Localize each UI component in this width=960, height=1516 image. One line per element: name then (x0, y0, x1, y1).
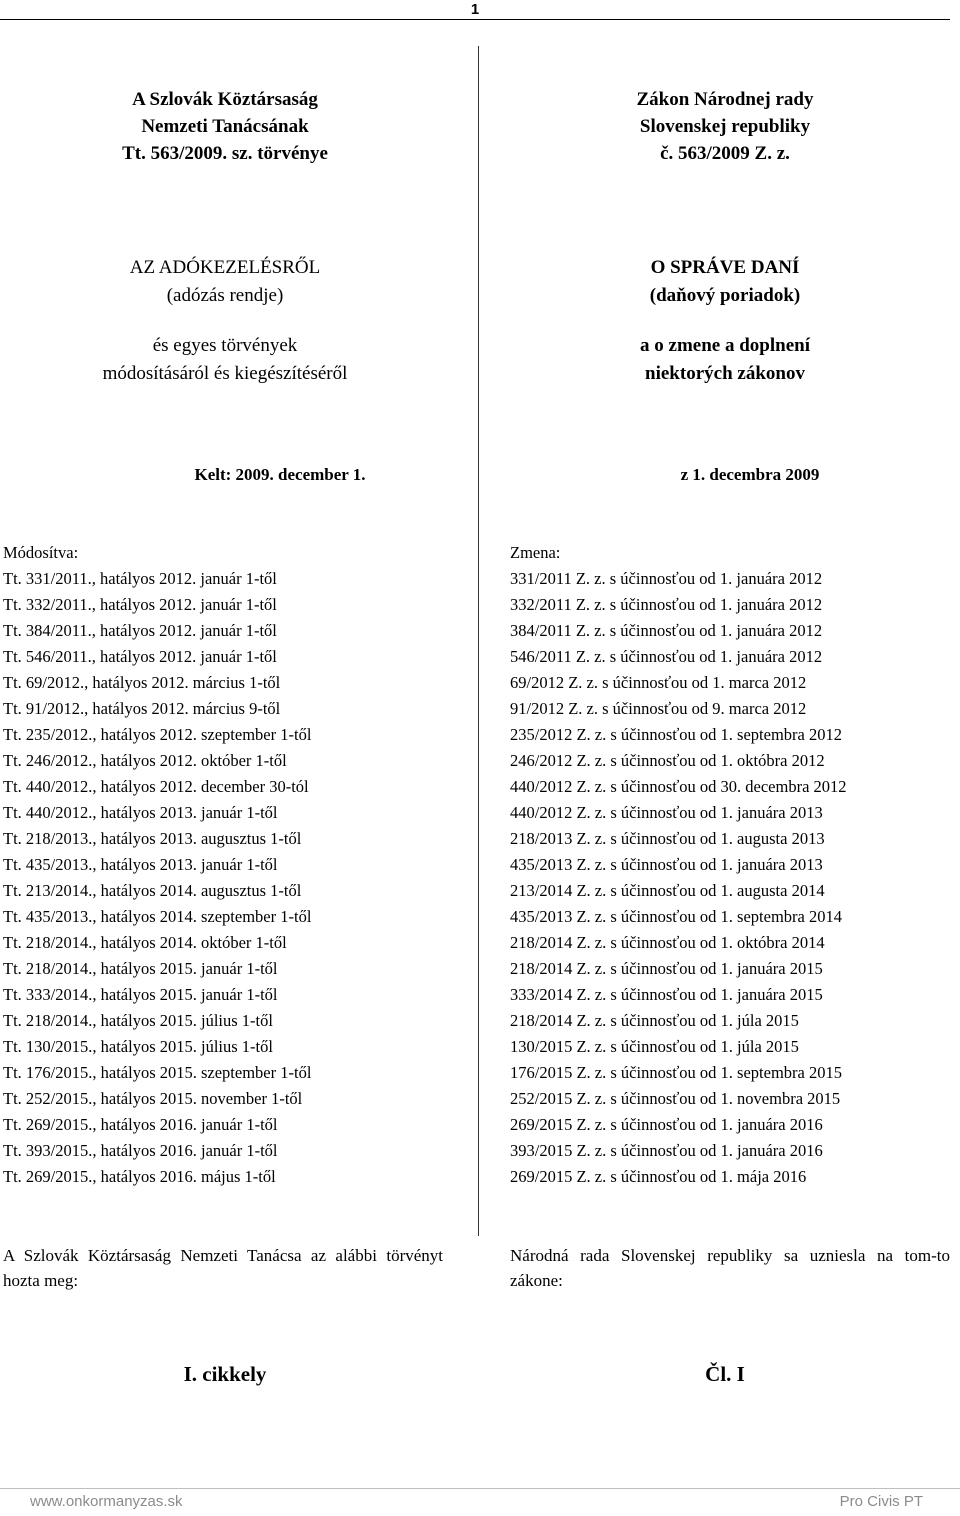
right-amendment-item: 218/2013 Z. z. s účinnosťou od 1. augusta 2013 (510, 829, 825, 848)
left-amendment-item: Tt. 213/2014., hatályos 2014. augusztus 1-től (3, 881, 302, 900)
right-amendment-item: 435/2013 Z. z. s účinnosťou od 1. januára 2013 (510, 855, 823, 874)
right-amendment-item: 235/2012 Z. z. s účinnosťou od 1. septembra 2012 (510, 725, 842, 744)
left-article-heading: I. cikkely (183, 1362, 267, 1386)
right-amendment-item: 393/2015 Z. z. s účinnosťou od 1. januára 2016 (510, 1141, 823, 1160)
left-amendment-item: Tt. 130/2015., hatályos 2015. július 1-től (3, 1037, 273, 1056)
right-amendment-item: 252/2015 Z. z. s účinnosťou od 1. novembra 2015 (510, 1089, 841, 1108)
right-amendment-item: 218/2014 Z. z. s účinnosťou od 1. januára 2015 (510, 959, 823, 978)
left-law-title (0, 254, 450, 310)
left-amendment-item: Tt. 546/2011., hatályos 2012. január 1-től (3, 647, 277, 666)
right-amendment-item: 176/2015 Z. z. s účinnosťou od 1. septembra 2015 (510, 1063, 842, 1082)
right-amendment-item: 440/2012 Z. z. s účinnosťou od 1. januára 2013 (510, 803, 823, 822)
left-law-header (0, 86, 450, 167)
right-amendment-item: 269/2015 Z. z. s účinnosťou od 1. januára 2016 (510, 1115, 823, 1134)
page-number: 1 (0, 0, 950, 20)
right-header-line-2: Slovenskej republiky (639, 116, 811, 137)
left-amendment-item: Tt. 440/2012., hatályos 2012. december 30-tól (3, 777, 309, 796)
right-amendments-list (510, 540, 847, 1190)
left-header-line-2: Nemzeti Tanácsának (141, 116, 309, 137)
right-law-header (490, 86, 960, 167)
left-amendment-item: Tt. 218/2014., hatályos 2015. július 1-től (3, 1011, 273, 1030)
right-amendment-item: 546/2011 Z. z. s účinnosťou od 1. januára 2012 (510, 647, 823, 666)
left-amendment-item: Tt. 331/2011., hatályos 2012. január 1-től (3, 569, 277, 588)
right-amendment-item: 333/2014 Z. z. s účinnosťou od 1. januára 2015 (510, 985, 823, 1004)
footer-website-link[interactable]: www.onkormanyzas.sk (30, 1493, 183, 1510)
right-amendment-item: 246/2012 Z. z. s účinnosťou od 1. októbra 2012 (510, 751, 825, 770)
left-amendment-item: Tt. 246/2012., hatályos 2012. október 1-től (3, 751, 287, 770)
right-header-line-3: č. 563/2009 Z. z. (660, 143, 790, 164)
left-amend-label: Módosítva: (3, 543, 79, 562)
left-amendment-item: Tt. 235/2012., hatályos 2012. szeptember 1-től (3, 725, 312, 744)
left-amendment-item: Tt. 69/2012., hatályos 2012. március 1-től (3, 673, 281, 692)
right-amendment-item: 269/2015 Z. z. s účinnosťou od 1. mája 2016 (510, 1167, 807, 1186)
right-amendment-item: 435/2013 Z. z. s účinnosťou od 1. septembra 2014 (510, 907, 842, 926)
right-amendment-item: 130/2015 Z. z. s účinnosťou od 1. júla 2015 (510, 1037, 799, 1056)
right-amendment-item: 384/2011 Z. z. s účinnosťou od 1. januára 2012 (510, 621, 823, 640)
right-amendment-item: 440/2012 Z. z. s účinnosťou od 30. decembra 2012 (510, 777, 847, 796)
left-law-subtitle (0, 332, 450, 388)
right-amendment-item: 213/2014 Z. z. s účinnosťou od 1. augusta 2014 (510, 881, 825, 900)
footer-publisher: Pro Civis PT (839, 1493, 923, 1510)
left-header-line-3: Tt. 563/2009. sz. törvénye (122, 143, 328, 164)
right-amendment-item: 218/2014 Z. z. s účinnosťou od 1. októbra 2014 (510, 933, 825, 952)
left-amendment-item: Tt. 332/2011., hatályos 2012. január 1-től (3, 595, 277, 614)
right-enactment-clause: Národná rada Slovenskej republiky sa uzniesla na tom-to zákone: (510, 1246, 950, 1290)
left-title-line-1: AZ ADÓKEZELÉSRŐL (129, 257, 321, 278)
left-amendment-item: Tt. 252/2015., hatályos 2015. november 1-től (3, 1089, 303, 1108)
left-subtitle-line-2: módosításáról és kiegészítéséről (102, 363, 348, 384)
right-law-subtitle (490, 332, 960, 388)
left-amendment-item: Tt. 393/2015., hatályos 2016. január 1-től (3, 1141, 278, 1160)
column-divider (478, 46, 479, 1236)
left-amendment-item: Tt. 91/2012., hatályos 2012. március 9-től (3, 699, 281, 718)
left-amendment-item: Tt. 384/2011., hatályos 2012. január 1-től (3, 621, 277, 640)
right-title-line-2: (daňový poriadok) (649, 285, 801, 306)
left-amendment-item: Tt. 435/2013., hatályos 2014. szeptember 1-től (3, 907, 312, 926)
right-amendment-item: 332/2011 Z. z. s účinnosťou od 1. januára 2012 (510, 595, 823, 614)
left-amendment-item: Tt. 333/2014., hatályos 2015. január 1-től (3, 985, 278, 1004)
right-amendment-item: 331/2011 Z. z. s účinnosťou od 1. januára 2012 (510, 569, 823, 588)
left-amendments-list (3, 540, 311, 1190)
left-amendment-item: Tt. 176/2015., hatályos 2015. szeptember 1-től (3, 1063, 312, 1082)
left-date: Kelt: 2009. december 1. (194, 465, 366, 484)
left-amendment-item: Tt. 218/2014., hatályos 2014. október 1-től (3, 933, 287, 952)
left-enactment-clause: A Szlovák Köztársaság Nemzeti Tanácsa az alábbi törvényt hozta meg: (3, 1246, 443, 1290)
right-amendment-item: 218/2014 Z. z. s účinnosťou od 1. júla 2015 (510, 1011, 799, 1030)
right-amendment-item: 69/2012 Z. z. s účinnosťou od 1. marca 2012 (510, 673, 807, 692)
right-amend-label: Zmena: (510, 543, 561, 562)
right-subtitle-line-2: niektorých zákonov (645, 363, 805, 384)
left-amendment-item: Tt. 218/2013., hatályos 2013. augusztus 1-től (3, 829, 302, 848)
left-subtitle-line-1: és egyes törvények (152, 335, 298, 356)
right-title-line-1: O SPRÁVE DANÍ (650, 257, 800, 278)
right-amendment-item: 91/2012 Z. z. s účinnosťou od 9. marca 2012 (510, 699, 807, 718)
right-header-line-1: Zákon Národnej rady (636, 89, 814, 110)
left-title-line-2: (adózás rendje) (166, 285, 284, 306)
right-law-title (490, 254, 960, 310)
right-date: z 1. decembra 2009 (680, 465, 820, 484)
right-subtitle-line-1: a o zmene a doplnení (640, 335, 810, 356)
left-amendment-item: Tt. 269/2015., hatályos 2016. május 1-től (3, 1167, 276, 1186)
left-amendment-item: Tt. 440/2012., hatályos 2013. január 1-től (3, 803, 278, 822)
left-header-line-1: A Szlovák Köztársaság (132, 89, 318, 110)
left-amendment-item: Tt. 218/2014., hatályos 2015. január 1-től (3, 959, 278, 978)
left-amendment-item: Tt. 435/2013., hatályos 2013. január 1-től (3, 855, 278, 874)
right-article-heading: Čl. I (705, 1362, 745, 1386)
left-amendment-item: Tt. 269/2015., hatályos 2016. január 1-től (3, 1115, 278, 1134)
footer-divider (0, 1488, 960, 1489)
